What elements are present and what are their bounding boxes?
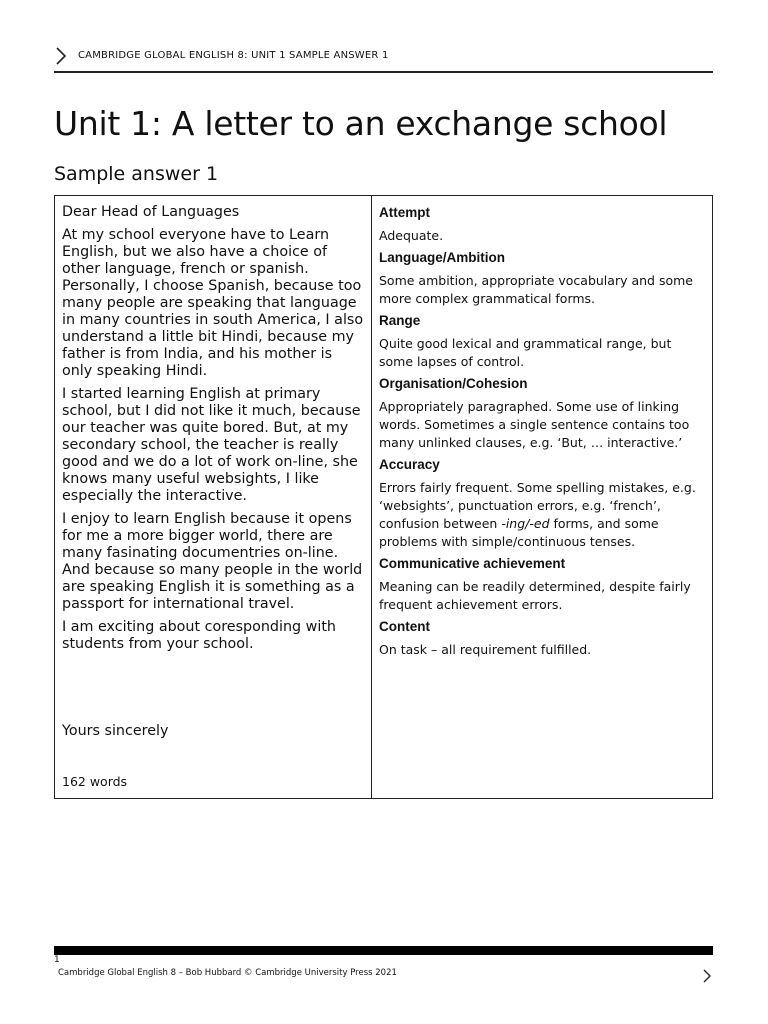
chevron-right-icon: [702, 968, 712, 984]
criterion-comment: Adequate.: [379, 228, 444, 243]
sample-answer-table: [54, 195, 713, 799]
letter-paragraph: I enjoy to learn English because it opens for me a more bigger world, there are many fasinating documentries on-line. And because so many people in the world are speaking English it is something as a passport for international travel.: [62, 511, 363, 612]
chevron-right-icon: [54, 46, 68, 66]
letter-paragraph: At my school everyone have to Learn English, but we also have a choice of other language, french or spanish. Personally, I choose Spanish, because too many people are speaking that language in many countries in south America, I also understand a little bit Hindi, because my father is from India, and his mother is only speaking Hindi.: [62, 227, 364, 379]
comment-emphasis: -ing/-ed: [501, 516, 550, 531]
criterion-comment: Some ambition, appropriate vocabulary and some more complex grammatical forms.: [379, 273, 693, 306]
criterion-attempt: [379, 204, 706, 245]
letter-column: [55, 196, 372, 798]
criterion-heading: Communicative achievement: [379, 556, 566, 571]
assessment-column: [372, 196, 712, 798]
criterion-heading: Organisation/Cohesion: [379, 376, 528, 391]
criterion-comment: Meaning can be readily determined, despite fairly frequent achievement errors.: [379, 579, 691, 612]
criterion-comment: [379, 479, 706, 551]
page-number: 1: [54, 955, 60, 965]
criterion-accuracy: [379, 456, 706, 551]
header-rule: [54, 71, 713, 73]
comment-text: forms, and some problems with simple/continuous tenses.: [379, 516, 659, 549]
page-title: Unit 1: A letter to an exchange school: [54, 104, 668, 143]
word-count: 162 words: [62, 774, 128, 789]
criterion-comment: Quite good lexical and grammatical range, but some lapses of control.: [379, 336, 672, 369]
criterion-comment: On task – all requirement fulfilled.: [379, 642, 592, 657]
criterion-heading: Language/Ambition: [379, 250, 505, 265]
criterion-heading: Accuracy: [379, 457, 440, 472]
criterion-range: [379, 312, 706, 371]
criterion-heading: Attempt: [379, 205, 430, 220]
footer-bar: [54, 946, 713, 955]
page-subtitle: Sample answer 1: [54, 163, 219, 185]
comment-text: Errors fairly frequent. Some spelling mistakes, e.g. ‘websights’, punctuation errors, e.g. ‘french’, confusion between: [379, 480, 696, 531]
criterion-language-ambition: [379, 249, 706, 308]
running-header: CAMBRIDGE GLOBAL ENGLISH 8: UNIT 1 SAMPLE ANSWER 1: [78, 50, 389, 61]
criterion-organisation-cohesion: [379, 375, 706, 452]
letter-paragraph: I am exciting about coresponding with students from your school.: [62, 619, 336, 652]
criterion-heading: Content: [379, 619, 430, 634]
letter-greeting: Dear Head of Languages: [62, 204, 240, 220]
criterion-comment: Appropriately paragraphed. Some use of linking words. Sometimes a single sentence contains too many unlinked clauses, e.g. ‘But, … interactive.’: [379, 399, 690, 450]
footer-copyright: Cambridge Global English 8 – Bob Hubbard © Cambridge University Press 2021: [58, 968, 397, 978]
letter-closing: Yours sincerely: [62, 723, 169, 739]
criterion-communicative-achievement: [379, 555, 706, 614]
letter-paragraph: I started learning English at primary school, but I did not like it much, because our teacher was quite bored. But, at my secondary school, the teacher is really good and we do a lot of work on-line, she knows many useful websights, I like especially the interactive.: [62, 386, 361, 504]
criterion-heading: Range: [379, 313, 421, 328]
criterion-content: [379, 618, 706, 659]
